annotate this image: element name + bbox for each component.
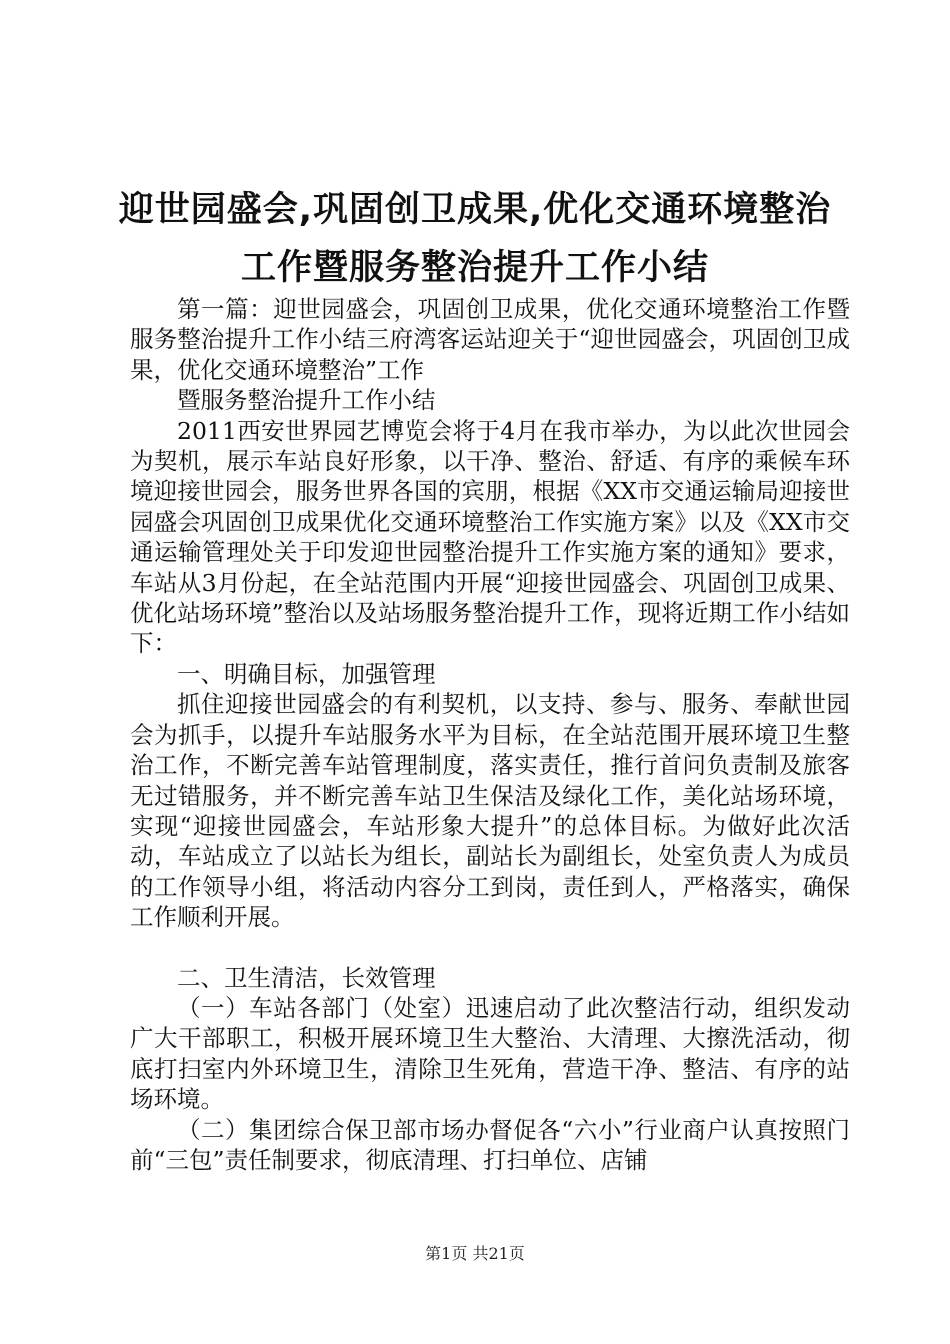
paragraph-intro: 第一篇：迎世园盛会，巩固创卫成果，优化交通环境整治工作暨服务整治提升工作小结三府湾客运站迎关于“迎世园盛会，巩固创卫成果，优化交通环境整治”工作	[130, 295, 850, 384]
document-title-line-1: 迎世园盛会,巩固创卫成果,优化交通环境整治	[118, 190, 832, 230]
document-title-line-2: 工作暨服务整治提升工作小结	[240, 248, 709, 288]
paragraph-intro-continued: 暨服务整治提升工作小结	[177, 386, 436, 415]
page-footer: 第1页 共21页	[425, 1244, 525, 1263]
paragraph-section-1: 抓住迎接世园盛会的有利契机，以支持、参与、服务、奉献世园会为抓手，以提升车站服务水平为目标，在全站范围开展环境卫生整治工作，不断完善车站管理制度，落实责任，推行首问负责制及旅客无过错服务，并不断完善车站卫生保洁及绿化工作，美化站场环境，实现“迎接世园盛会，车站形象大提升”的总体目标。为做好此次活动，车站成立了以站长为组长，副站长为副组长，处室负责人为成员的工作领导小组，将活动内容分工到岗，责任到人，严格落实，确保工作顺利开展。	[130, 690, 850, 932]
paragraph-item-1: （一）车站各部门（处室）迅速启动了此次整洁行动，组织发动广大干部职工，积极开展环境卫生大整治、大清理、大擦洗活动，彻底打扫室内外环境卫生，清除卫生死角，营造干净、整洁、有序的站场环境。	[130, 993, 850, 1114]
paragraph-background: 2011西安世界园艺博览会将于4月在我市举办，为以此次世园会为契机，展示车站良好形象，以干净、整治、舒适、有序的乘候车环境迎接世园会，服务世界各国的宾朋，根据《XX市交通运输局迎接世园盛会巩固创卫成果优化交通环境整治工作实施方案》以及《XX市交通运输管理处关于印发迎世园整治提升工作实施方案的通知》要求，车站从3月份起，在全站范围内开展“迎接世园盛会、巩固创卫成果、优化站场环境”整治以及站场服务整治提升工作，现将近期工作小结如下：	[130, 416, 850, 658]
paragraph-item-2: （二）集团综合保卫部市场办督促各“六小”行业商户认真按照门前“三包”责任制要求，彻底清理、打扫单位、店铺	[130, 1115, 850, 1174]
section-heading-2: 二、卫生清洁，长效管理	[177, 963, 436, 992]
section-heading-1: 一、明确目标，加强管理	[177, 659, 436, 688]
document-body	[130, 294, 850, 1175]
